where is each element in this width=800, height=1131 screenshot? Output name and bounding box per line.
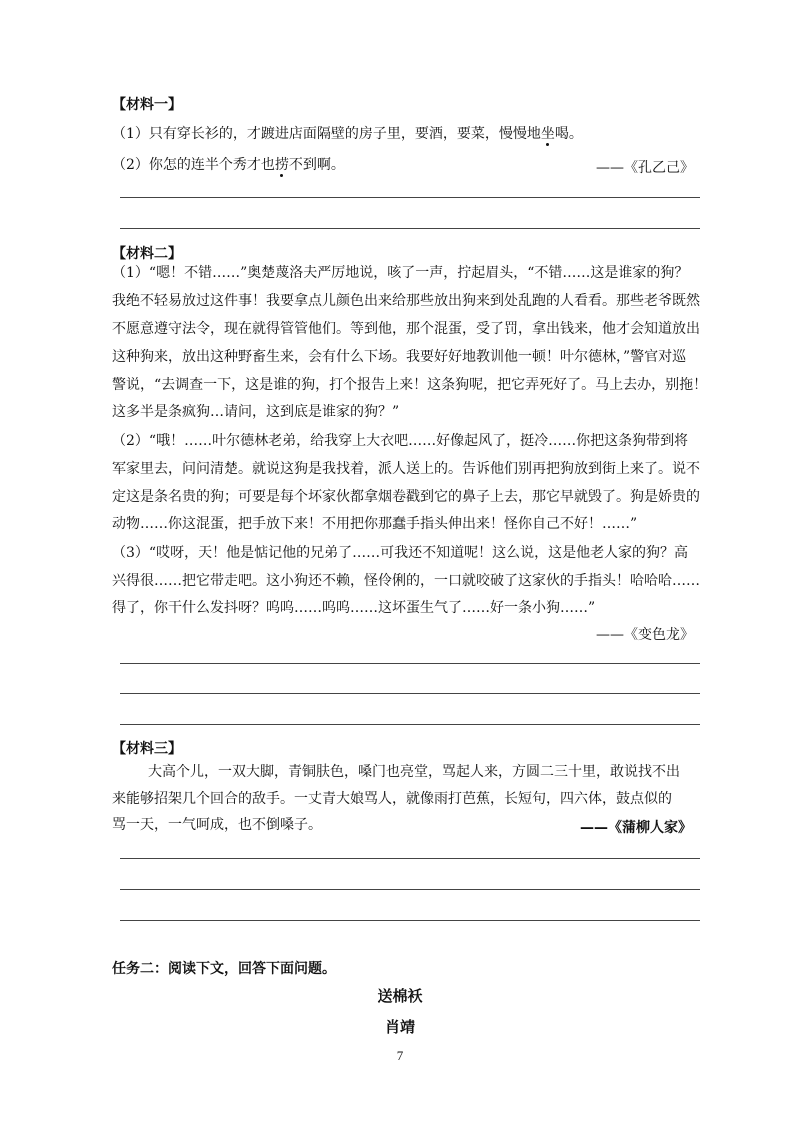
page-number: 7 xyxy=(396,1048,404,1063)
material3-line: 大高个儿，一双大脚，青铜肤色，嗓门也亮堂，骂起人来，方圆二三十里，敢说找不出 xyxy=(148,764,680,780)
material1-source: ——《孔乙己》 xyxy=(596,160,694,176)
material2-line: 不愿意遵守法令，现在就得管管他们。等到他，那个混蛋，受了罚，拿出钱来，他才会知道放出 xyxy=(112,321,700,337)
task2-label: 任务二：阅读下文，回答下面问题。 xyxy=(112,961,336,977)
material2-line: 得了，你干什么发抖呀？呜呜……呜呜……这坏蛋生气了……好一条小狗……” xyxy=(112,600,596,616)
material1-item2-tail: 不到啊。 xyxy=(288,157,345,173)
material1-item2-text: （2）你怎的连半个秀才也 xyxy=(112,157,275,173)
material2-line: 这种狗来，放出这种野畜生来，会有什么下场。我要好好地教训他一顿！叶尔德林，”警官对巡 xyxy=(112,349,687,365)
material2-line: （3）“哎呀，天！他是惦记他的兄弟了……可我还不知道呢！这么说，这是他老人家的狗？高 xyxy=(112,545,689,561)
emphasis-dot-char: 捞 xyxy=(274,157,289,173)
material2-line: 我绝不轻易放过这件事！我要拿点儿颜色出来给那些放出狗来到处乱跑的人看看。那些老爷既然 xyxy=(112,293,700,309)
article-author: 肖靖 xyxy=(384,1018,415,1036)
answer-line xyxy=(120,693,700,694)
material2-line: 军家里去，问问清楚。就说这狗是我找着，派人送上的。告诉他们别再把狗放到街上来了。说不 xyxy=(112,461,700,477)
material2-source: ——《变色龙》 xyxy=(596,627,694,643)
answer-line xyxy=(120,197,700,198)
material2-line: （1）“嗯！不错……”奥楚蔑洛夫严厉地说，咳了一声，拧起眉头，“不错……这是谁家的狗？ xyxy=(112,265,689,281)
material2-line: （2）“哦！……叶尔德林老弟，给我穿上大衣吧……好像起风了，挺冷……你把这条狗带到将 xyxy=(112,433,689,449)
material1-item1 xyxy=(112,124,702,144)
material2-line: 警说，“去调查一下，这是谁的狗，打个报告上来！这条狗呢，把它弄死好了。马上去办，别拖！ xyxy=(112,377,708,393)
answer-line xyxy=(120,858,700,859)
material1-item1-tail: 喝。 xyxy=(554,126,583,142)
material2-line: 这多半是条疯狗…请问，这到底是谁家的狗？” xyxy=(112,404,400,420)
answer-line xyxy=(120,889,700,890)
material3-line: 来能够招架几个回合的敌手。一丈青大娘骂人，就像雨打芭蕉，长短句，四六体，鼓点似的 xyxy=(112,791,672,807)
article-title: 送棉袄 xyxy=(377,987,423,1005)
material1-heading: 【材料一】 xyxy=(112,97,182,113)
material3-heading: 【材料三】 xyxy=(112,741,182,757)
material2-line: 兴得很……把它带走吧。这小狗还不赖，怪伶俐的，一口就咬破了这家伙的手指头！哈哈哈…… xyxy=(112,573,700,589)
answer-line xyxy=(120,724,700,725)
material2-line: 动物……你这混蛋，把手放下来！不用把你那蠢手指头伸出来！怪你自己不好！……” xyxy=(112,516,638,532)
material2-heading: 【材料二】 xyxy=(112,246,182,262)
material3-line: 骂一天，一气呵成，也不倒嗓子。 xyxy=(112,817,322,833)
answer-line xyxy=(120,663,700,664)
material1-item1-text: （1）只有穿长衫的，才踱进店面隔壁的房子里，要酒，要菜，慢慢地 xyxy=(112,126,541,142)
answer-line xyxy=(120,228,700,229)
emphasis-dot-char: 坐 xyxy=(540,126,555,142)
answer-line xyxy=(120,920,700,921)
material2-line: 定这是条名贵的狗；可要是每个坏家伙都拿烟卷戳到它的鼻子上去，那它早就毁了。狗是娇贵的 xyxy=(112,489,700,505)
material3-source: ——《蒲柳人家》 xyxy=(580,820,692,836)
